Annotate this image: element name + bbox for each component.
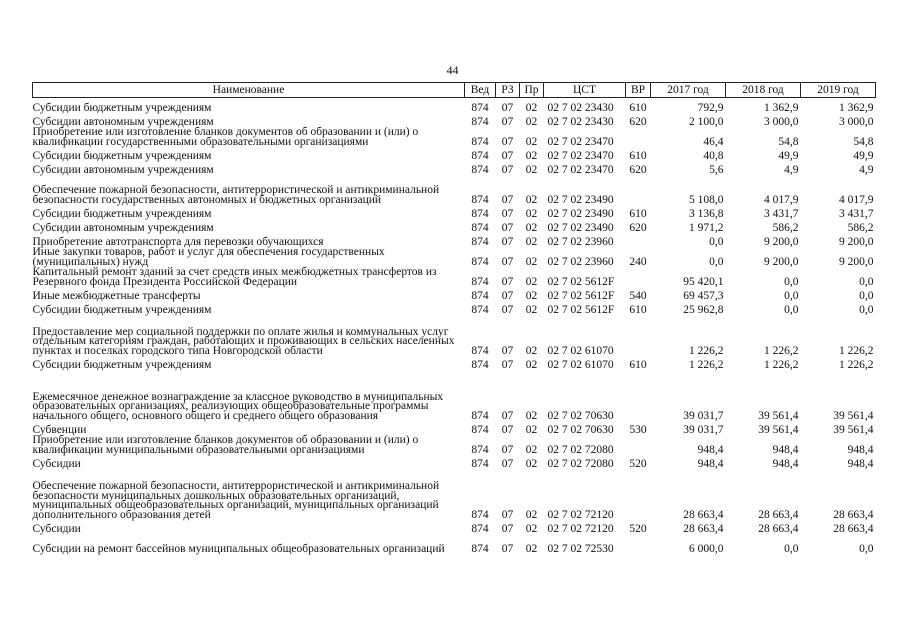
header-name: Наименование xyxy=(33,83,465,98)
row-pr: 02 xyxy=(525,523,538,536)
table-row xyxy=(33,521,876,535)
row-cst: 02 7 02 72080 xyxy=(547,458,614,471)
row-cst: 02 7 02 5612F xyxy=(547,290,615,303)
row-2019: 4,9 xyxy=(859,164,874,177)
table-row xyxy=(33,371,876,422)
row-2018: 49,9 xyxy=(778,150,799,163)
row-2019: 948,4 xyxy=(847,444,874,457)
row-2019: 9 200,0 xyxy=(839,236,874,249)
row-name: Субсидии бюджетным учреждениям xyxy=(32,304,212,317)
row-vr: 610 xyxy=(629,359,647,372)
row-vr xyxy=(626,535,651,555)
row-2019: 3 431,7 xyxy=(839,208,874,221)
row-rz: 07 xyxy=(501,222,514,235)
row-ved: 874 xyxy=(471,102,489,115)
header-2018: 2018 год xyxy=(726,83,801,98)
row-pr: 02 xyxy=(525,164,538,177)
row-vr: 610 xyxy=(629,102,647,115)
row-2017: 2 100,0 xyxy=(689,116,724,129)
row-cst: 02 7 02 61070 xyxy=(547,359,614,372)
row-cst: 02 7 02 72120 xyxy=(547,509,614,522)
row-cst: 02 7 02 70630 xyxy=(547,410,614,423)
row-2018: 4 017,9 xyxy=(764,194,799,207)
row-name: Обеспечение пожарной безопасности, антитеррористической и антикриминальной безопасности муниципальных дошкольных образовательных организаций, муниципальных общеобразовательных организаций, муниципальных организаций дополнительного образования детей xyxy=(32,479,440,522)
row-pr: 02 xyxy=(525,236,538,249)
row-vr: 620 xyxy=(629,164,647,177)
row-ved: 874 xyxy=(471,208,489,221)
row-rz: 07 xyxy=(501,359,514,372)
row-ved: 874 xyxy=(471,359,489,372)
row-cst: 02 7 02 72080 xyxy=(547,444,614,457)
row-cst: 02 7 02 5612F xyxy=(547,276,615,289)
row-cst: 02 7 02 23490 xyxy=(547,208,614,221)
row-rz: 07 xyxy=(501,150,514,163)
row-cst: 02 7 02 23960 xyxy=(547,256,614,269)
row-name: Приобретение или изготовление бланков документов об образовании и (или) о квалификации государственными образовательными организациями xyxy=(32,126,419,149)
row-2018: 39 561,4 xyxy=(758,424,799,437)
row-vr: 240 xyxy=(629,256,647,269)
row-rz: 07 xyxy=(501,444,514,457)
row-2018: 3 431,7 xyxy=(764,208,799,221)
row-cst: 02 7 02 70630 xyxy=(547,424,614,437)
row-rz: 07 xyxy=(501,116,514,129)
row-vr xyxy=(626,316,651,357)
row-pr: 02 xyxy=(525,290,538,303)
row-name: Ежемесячное денежное вознаграждение за классное руководство в муниципальных образовательных организациях, реализующих общеобразовательные программы начального общего, основного общего и среднего общего образования xyxy=(32,390,444,423)
row-2019: 54,8 xyxy=(853,136,874,149)
row-rz: 07 xyxy=(501,164,514,177)
header-cst: ЦСТ xyxy=(544,83,626,98)
row-ved: 874 xyxy=(471,509,489,522)
table-row xyxy=(33,357,876,371)
row-2017: 3 136,8 xyxy=(689,208,724,221)
row-vr: 610 xyxy=(629,304,647,317)
row-2019: 49,9 xyxy=(853,150,874,163)
row-vr xyxy=(626,176,651,206)
row-2018: 1 226,2 xyxy=(764,359,799,372)
table-row xyxy=(33,470,876,521)
row-name: Субсидии бюджетным учреждениям xyxy=(32,359,212,372)
row-2019: 39 561,4 xyxy=(833,424,874,437)
table-row xyxy=(33,268,876,288)
row-2019: 3 000,0 xyxy=(839,116,874,129)
row-name: Субсидии бюджетным учреждениям xyxy=(32,208,212,221)
row-2018: 586,2 xyxy=(772,222,799,235)
header-rz: РЗ xyxy=(496,83,520,98)
row-ved: 874 xyxy=(471,150,489,163)
row-2019: 1 362,9 xyxy=(839,102,874,115)
row-ved: 874 xyxy=(471,222,489,235)
table-row xyxy=(33,436,876,456)
row-pr: 02 xyxy=(525,359,538,372)
row-2017: 0,0 xyxy=(709,236,724,249)
row-2017: 39 031,7 xyxy=(683,410,724,423)
row-ved: 874 xyxy=(471,410,489,423)
row-2017: 948,4 xyxy=(697,458,724,471)
table-row xyxy=(33,316,876,357)
row-2017: 69 457,3 xyxy=(683,290,724,303)
row-ved: 874 xyxy=(471,523,489,536)
row-ved: 874 xyxy=(471,116,489,129)
row-name: Субсидии на ремонт бассейнов муниципальных общеобразовательных организаций xyxy=(32,543,445,556)
row-cst: 02 7 02 23430 xyxy=(547,116,614,129)
row-cst: 02 7 02 23470 xyxy=(547,136,614,149)
row-ved: 874 xyxy=(471,236,489,249)
row-2017: 40,8 xyxy=(703,150,724,163)
table-header xyxy=(33,83,876,98)
row-pr: 02 xyxy=(525,304,538,317)
header-2019: 2019 год xyxy=(801,83,876,98)
row-pr: 02 xyxy=(525,444,538,457)
row-vr: 620 xyxy=(629,116,647,129)
row-vr xyxy=(626,371,651,422)
table-row xyxy=(33,128,876,148)
row-name: Субсидии бюджетным учреждениям xyxy=(32,102,212,115)
row-rz: 07 xyxy=(501,276,514,289)
row-ved: 874 xyxy=(471,458,489,471)
row-2017: 46,4 xyxy=(703,136,724,149)
row-2017: 5,6 xyxy=(709,164,724,177)
row-cst: 02 7 02 23490 xyxy=(547,194,614,207)
row-name: Субсидии xyxy=(32,458,81,471)
row-2019: 28 663,4 xyxy=(833,509,874,522)
header-vr: ВР xyxy=(626,83,651,98)
row-ved: 874 xyxy=(471,164,489,177)
table-row xyxy=(33,288,876,302)
row-cst: 02 7 02 61070 xyxy=(547,345,614,358)
row-ved: 874 xyxy=(471,345,489,358)
row-pr: 02 xyxy=(525,194,538,207)
row-2017: 1 971,2 xyxy=(689,222,724,235)
row-pr: 02 xyxy=(525,458,538,471)
row-rz: 07 xyxy=(501,458,514,471)
table-row xyxy=(33,176,876,206)
row-rz: 07 xyxy=(501,523,514,536)
row-name: Обеспечение пожарной безопасности, антитеррористической и антикриминальной безопасности государственных автономных и бюджетных организаций xyxy=(32,184,440,207)
row-rz: 07 xyxy=(501,236,514,249)
row-cst: 02 7 02 23960 xyxy=(547,236,614,249)
row-ved: 874 xyxy=(471,424,489,437)
row-vr xyxy=(626,128,651,148)
row-vr: 610 xyxy=(629,208,647,221)
row-ved: 874 xyxy=(471,256,489,269)
table-row xyxy=(33,162,876,176)
table-row xyxy=(33,206,876,220)
row-2018: 1 226,2 xyxy=(764,345,799,358)
row-pr: 02 xyxy=(525,222,538,235)
row-pr: 02 xyxy=(525,345,538,358)
row-2018: 28 663,4 xyxy=(758,523,799,536)
table-body xyxy=(33,98,876,556)
row-name: Приобретение автотранспорта для перевозки обучающихся xyxy=(32,236,324,249)
row-rz: 07 xyxy=(501,208,514,221)
row-name: Капитальный ремонт зданий за счет средств иных межбюджетных трансфертов из Резервного фонда Президента Российской Федерации xyxy=(32,266,437,289)
row-2018: 9 200,0 xyxy=(764,236,799,249)
row-rz: 07 xyxy=(501,136,514,149)
row-rz: 07 xyxy=(501,345,514,358)
row-pr: 02 xyxy=(525,509,538,522)
row-rz: 07 xyxy=(501,543,514,556)
row-2017: 95 420,1 xyxy=(683,276,724,289)
row-vr: 610 xyxy=(629,150,647,163)
row-pr: 02 xyxy=(525,102,538,115)
row-cst: 02 7 02 72120 xyxy=(547,523,614,536)
row-vr: 540 xyxy=(629,290,647,303)
table-row xyxy=(33,148,876,162)
row-vr xyxy=(626,268,651,288)
row-2019: 9 200,0 xyxy=(839,256,874,269)
row-cst: 02 7 02 23490 xyxy=(547,222,614,235)
row-2018: 0,0 xyxy=(784,543,799,556)
row-2019: 39 561,4 xyxy=(833,410,874,423)
row-name: Предоставление мер социальной поддержки по оплате жилья и коммунальных услуг отдельным категориям граждан, работающих и проживающих в сельских населенных пунктах и поселках городского типа Новгородской области xyxy=(32,325,455,358)
row-2018: 3 000,0 xyxy=(764,116,799,129)
row-2018: 28 663,4 xyxy=(758,509,799,522)
row-2017: 792,9 xyxy=(697,102,724,115)
row-2017: 39 031,7 xyxy=(683,424,724,437)
row-name: Субсидии автономным учреждениям xyxy=(32,116,214,129)
row-rz: 07 xyxy=(501,256,514,269)
row-cst: 02 7 02 23470 xyxy=(547,164,614,177)
table-row xyxy=(33,302,876,316)
row-rz: 07 xyxy=(501,424,514,437)
row-pr: 02 xyxy=(525,410,538,423)
row-name: Приобретение или изготовление бланков документов об образовании и (или) о квалификации муниципальными образовательными организациями xyxy=(32,434,419,457)
row-2019: 0,0 xyxy=(859,276,874,289)
row-pr: 02 xyxy=(525,424,538,437)
row-cst: 02 7 02 72530 xyxy=(547,543,614,556)
row-2018: 948,4 xyxy=(772,444,799,457)
row-name: Субсидии бюджетным учреждениям xyxy=(32,150,212,163)
row-ved: 874 xyxy=(471,276,489,289)
row-name: Иные закупки товаров, работ и услуг для обеспечения государственных (муниципальных) нужд xyxy=(32,246,385,269)
row-2018: 39 561,4 xyxy=(758,410,799,423)
row-2019: 586,2 xyxy=(847,222,874,235)
row-2018: 9 200,0 xyxy=(764,256,799,269)
row-pr: 02 xyxy=(525,256,538,269)
row-pr: 02 xyxy=(525,150,538,163)
row-2019: 1 226,2 xyxy=(839,345,874,358)
row-2017: 948,4 xyxy=(697,444,724,457)
row-2019: 28 663,4 xyxy=(833,523,874,536)
row-vr xyxy=(626,436,651,456)
header-2017: 2017 год xyxy=(651,83,726,98)
header-ved: Вед xyxy=(465,83,496,98)
row-ved: 874 xyxy=(471,290,489,303)
row-vr xyxy=(626,234,651,248)
row-2019: 4 017,9 xyxy=(839,194,874,207)
row-vr: 620 xyxy=(629,222,647,235)
row-ved: 874 xyxy=(471,136,489,149)
header-pr: Пр xyxy=(520,83,544,98)
row-rz: 07 xyxy=(501,194,514,207)
row-rz: 07 xyxy=(501,290,514,303)
row-ved: 874 xyxy=(471,543,489,556)
row-name: Иные межбюджетные трансферты xyxy=(32,290,201,303)
row-name: Субсидии xyxy=(32,523,81,536)
row-rz: 07 xyxy=(501,410,514,423)
row-rz: 07 xyxy=(501,509,514,522)
row-ved: 874 xyxy=(471,194,489,207)
row-2019: 0,0 xyxy=(859,290,874,303)
row-rz: 07 xyxy=(501,304,514,317)
row-2017: 0,0 xyxy=(709,256,724,269)
row-vr: 520 xyxy=(629,523,647,536)
row-name: Субвенции xyxy=(32,424,87,437)
row-name: Субсидии автономным учреждениям xyxy=(32,164,214,177)
row-pr: 02 xyxy=(525,136,538,149)
row-pr: 02 xyxy=(525,543,538,556)
row-2018: 948,4 xyxy=(772,458,799,471)
table-row xyxy=(33,535,876,555)
row-2019: 1 226,2 xyxy=(839,359,874,372)
row-2017: 28 663,4 xyxy=(683,523,724,536)
row-vr: 520 xyxy=(629,458,647,471)
row-2017: 25 962,8 xyxy=(683,304,724,317)
row-2018: 0,0 xyxy=(784,304,799,317)
row-cst: 02 7 02 5612F xyxy=(547,304,615,317)
table-row xyxy=(33,98,876,115)
table-row xyxy=(33,248,876,268)
row-vr: 530 xyxy=(629,424,647,437)
row-2018: 0,0 xyxy=(784,290,799,303)
row-2017: 1 226,2 xyxy=(689,359,724,372)
row-2018: 4,9 xyxy=(784,164,799,177)
budget-table xyxy=(32,82,876,555)
row-pr: 02 xyxy=(525,276,538,289)
row-2019: 0,0 xyxy=(859,304,874,317)
row-2017: 1 226,2 xyxy=(689,345,724,358)
row-pr: 02 xyxy=(525,116,538,129)
page-number: 44 xyxy=(446,63,459,77)
row-2018: 0,0 xyxy=(784,276,799,289)
row-pr: 02 xyxy=(525,208,538,221)
row-2019: 0,0 xyxy=(859,543,874,556)
row-2018: 1 362,9 xyxy=(764,102,799,115)
row-rz: 07 xyxy=(501,102,514,115)
row-cst: 02 7 02 23470 xyxy=(547,150,614,163)
row-2017: 5 108,0 xyxy=(689,194,724,207)
row-2017: 28 663,4 xyxy=(683,509,724,522)
row-2019: 948,4 xyxy=(847,458,874,471)
table-row xyxy=(33,220,876,234)
row-cst: 02 7 02 23430 xyxy=(547,102,614,115)
row-name: Субсидии автономным учреждениям xyxy=(32,222,214,235)
row-2018: 54,8 xyxy=(778,136,799,149)
row-ved: 874 xyxy=(471,444,489,457)
row-2017: 6 000,0 xyxy=(689,543,724,556)
row-ved: 874 xyxy=(471,304,489,317)
row-vr xyxy=(626,470,651,521)
table-row xyxy=(33,456,876,470)
